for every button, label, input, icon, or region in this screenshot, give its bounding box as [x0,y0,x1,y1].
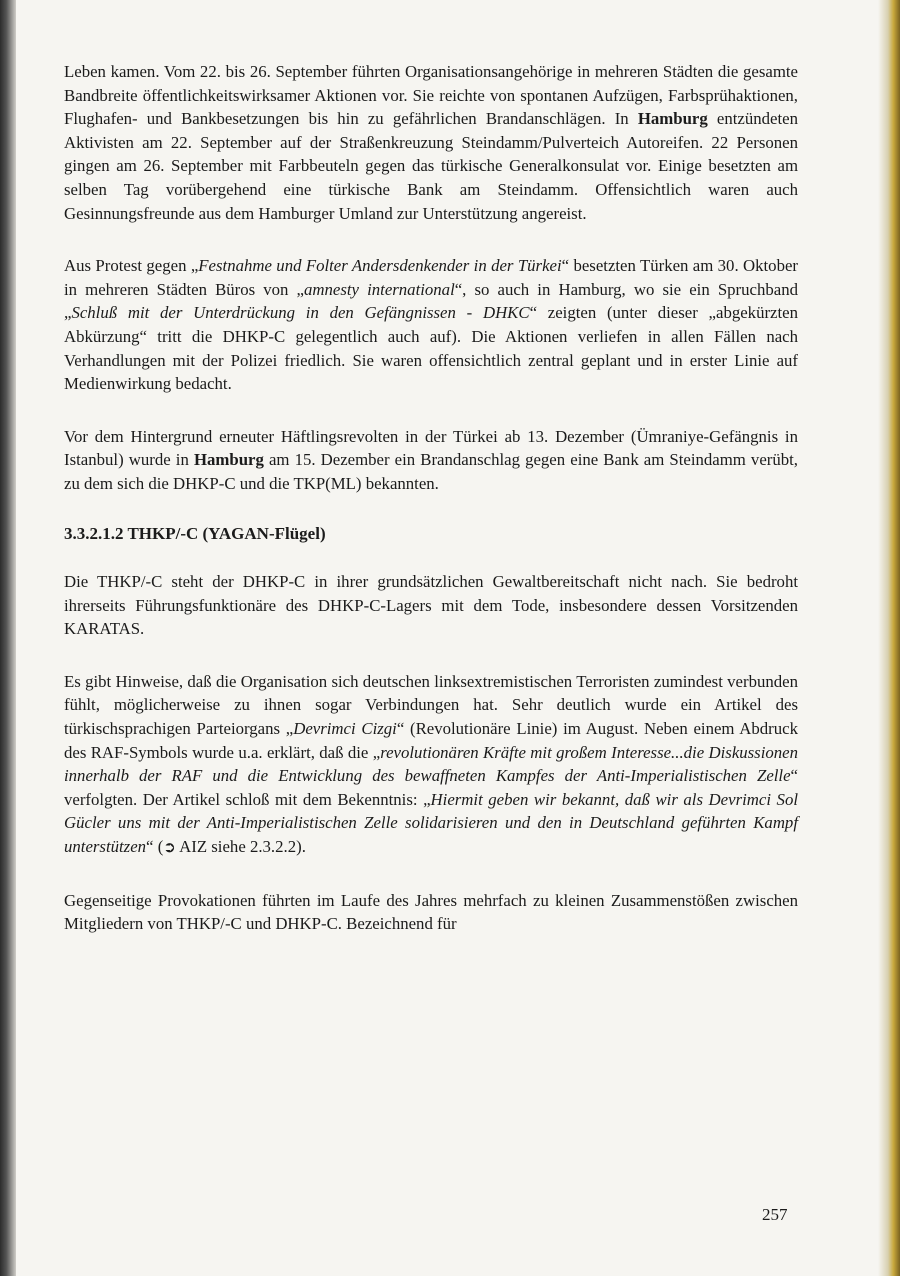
text-run: Vor dem Hintergrund erneuter Häftlingsrevolten in der Türkei ab 13. Dezember (Ümraniye-Gefängnis in Istanbul) wurde in [64,426,798,470]
italic-quote: Hiermit geben wir bekannt, daß wir als Devrimci Sol Gücler uns mit der Anti-Imperialistischen Zelle solidarisieren und den in Deutschland geführten Kampf unterstützen [64,789,798,857]
bold-place-name: Hamburg [193,450,264,470]
section-heading: 3.3.2.1.2 THKP/-C (YAGAN-Flügel) [64,523,326,543]
paragraph-3 [64,425,798,496]
text-run: “ zeigten (unter dieser „abgekürzten Abkürzung“ tritt die DHKP-C gelegentlich auch auf). Die Aktionen verliefen in allen Fällen nach Verhandlungen mit der Polizei friedlich. Sie waren offensichtlich zentral geplant und in erster Linie auf Medienwirkung bedacht. [64,303,798,394]
italic-quote: Festnahme und Folter Andersdenkender in der Türkei [198,256,562,276]
page-number: 257 [762,1205,788,1224]
text-run: Aus Protest gegen „ [64,256,199,276]
bold-place-name: Hamburg [637,109,708,129]
paragraph-1 [64,60,798,225]
paragraph-5 [64,670,798,860]
text-run: “ (Revolutionäre Linie) im August. Neben einem Abdruck des RAF-Symbols wurde u.a. erklärt, daß die „ [64,719,798,762]
italic-quote: Devrimci Cizgi [293,719,397,739]
italic-quote: Schluß mit der Unterdrückung in den Gefängnissen - DHKC [71,303,530,323]
page-body [64,60,798,936]
italic-quote: amnesty international [304,279,455,299]
text-run: am 15. Dezember ein Brandanschlag gegen eine Bank am Steindamm verübt, zu dem sich die DHKP-C und die TKP(ML) bekannten. [64,450,798,493]
text-run: “ verfolgten. Der Artikel schloß mit dem Bekenntnis: „ [64,766,798,809]
text-run: Es gibt Hinweise, daß die Organisation sich deutschen linksextremistischen Terroristen zumindest verbunden fühlt, möglicherweise zu ihnen sogar Verbindungen hat. Sehr deutlich wurde ein Artikel des türkischsprachigen Parteiorgans „ [64,671,798,739]
text-run: “ besetzten Türken am 30. Oktober in mehreren Städten Büros von „ [64,256,799,299]
book-spine-shadow [0,0,16,1276]
text-run: “ ( [146,837,164,857]
cross-reference-arrow-icon: ➲ [163,838,176,857]
italic-quote: revolutionären Kräfte mit großem Interesse...die Diskussionen innerhalb der RAF und die Entwicklung des bewaffneten Kampfes der Anti-Imperialistischen Zelle [64,742,798,786]
page-edge [878,0,900,1276]
text-run: AIZ siehe 2.3.2.2). [175,837,306,857]
paragraph-2 [64,254,798,396]
text-run: Leben kamen. Vom 22. bis 26. September führten Organisationsangehörige in mehreren Städten die gesamte Bandbreite öffentlichkeitswirksamer Aktionen vor. Sie reichte von spontanen Aufzügen, Farbsprühaktionen, Flughafen- und Bankbesetzungen bis hin zu gefährlichen Brandanschlägen. In [64,62,798,129]
text-run: entzündeten Aktivisten am 22. September auf der Straßenkreuzung Steindamm/Pulverteich Autoreifen. 22 Personen gingen am 26. September mit Farbbeuteln gegen das türkische Generalkonsulat vor. Einige besetzten am selben Tag vorübergehend eine türkische Bank am Steindamm. Offensichtlich waren auch Gesinnungsfreunde aus dem Hamburger Umland zur Unterstützung angereist. [64,109,798,223]
text-run: “, so auch in Hamburg, wo sie ein Spruchband „ [64,279,798,323]
paragraph-6: Gegenseitige Provokationen führten im Laufe des Jahres mehrfach zu kleinen Zusammenstößen zwischen Mitgliedern von THKP/-C und DHKP-C. Bezeichnend für [64,890,798,934]
paragraph-4: Die THKP/-C steht der DHKP-C in ihrer grundsätzlichen Gewaltbereitschaft nicht nach. Sie bedroht ihrerseits Führungsfunktionäre des DHKP-C-Lagers mit dem Tode, insbesondere dessen Vorsitzenden KARATAS. [64,572,798,639]
